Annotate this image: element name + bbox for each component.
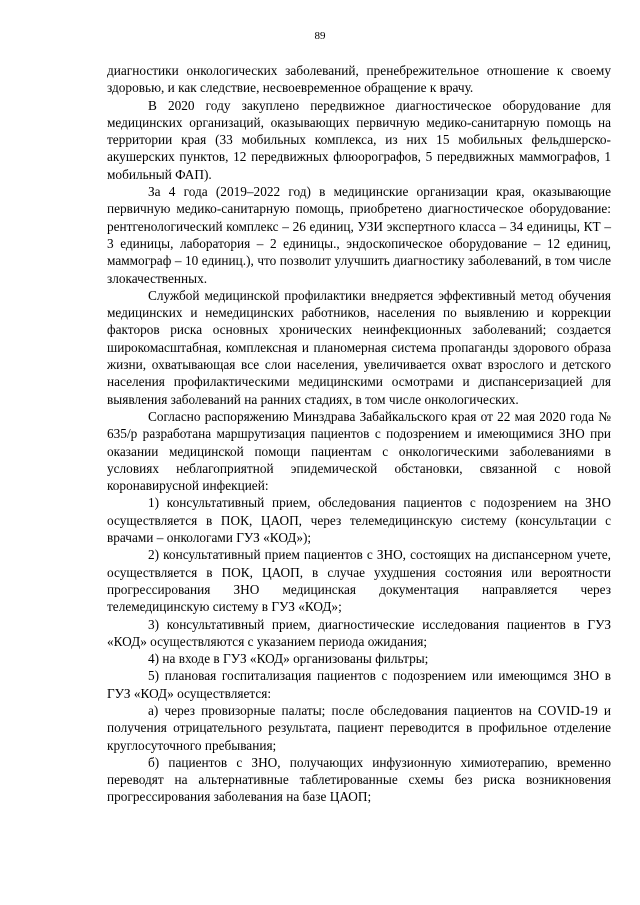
list-item-5: 5) плановая госпитализация пациентов с подозрением или имеющимся ЗНО в ГУЗ «КОД» осуществляется: bbox=[107, 668, 611, 701]
list-subitem-a: а) через провизорные палаты; после обследования пациентов на COVID-19 и получения отрицательного результата, пациент переводится в профильное отделение круглосуточного пребывания; bbox=[107, 702, 611, 753]
list-item-2: 2) консультативный прием пациентов с ЗНО, состоящих на диспансерном учете, осуществляется в ПОК, ЦАОП, в случае ухудшения состояния или вероятности прогрессирования ЗНО медицинская документация направляется через телемедицинскую систему в ГУЗ «КОД»; bbox=[107, 547, 611, 615]
document-body bbox=[107, 62, 611, 806]
paragraph-diagnostic-equipment: За 4 года (2019–2022 год) в медицинские организации края, оказывающие первичную медико-санитарную помощь, приобретено диагностическое оборудование: рентгенологический комплекс – 26 единиц, УЗИ экспертного класса – 34 единицы, КТ – 3 единицы, лаборатория – 2 единицы., эндоскопическое оборудование – 12 единиц, маммограф – 10 единиц.), что позволит улучшить диагностику заболеваний, в том числе злокачественных. bbox=[107, 184, 611, 286]
paragraph-routing-order: Согласно распоряжению Минздрава Забайкальского края от 22 мая 2020 года № 635/р разработана маршрутизация пациентов с подозрением и имеющимися ЗНО при оказании медицинской помощи пациентам с онкологическими заболеваниями в условиях неблагоприятной эпидемической обстановки, связанной с новой коронавирусной инфекцией: bbox=[107, 408, 611, 494]
paragraph-continuation: диагностики онкологических заболеваний, пренебрежительное отношение к своему здоровью, и как следствие, несвоевременное обращение к врачу. bbox=[107, 63, 611, 96]
list-item-1: 1) консультативный прием, обследования пациентов с подозрением на ЗНО осуществляется в ПОК, ЦАОП, через телемедицинскую систему (консультации с врачами – онкологами ГУЗ «КОД»); bbox=[107, 495, 611, 546]
list-item-4: 4) на входе в ГУЗ «КОД» организованы фильтры; bbox=[148, 651, 429, 667]
list-item-3: 3) консультативный прием, диагностические исследования пациентов в ГУЗ «КОД» осуществляются с указанием периода ожидания; bbox=[107, 616, 611, 649]
page-number: 89 bbox=[314, 30, 326, 42]
paragraph-prevention-service: Службой медицинской профилактики внедряется эффективный метод обучения медицинских и немедицинских работников, населения по выявлению и коррекции факторов риска основных хронических неинфекционных заболеваний; создается широкомасштабная, комплексная и планомерная система пропаганды здорового образа жизни, охватывающая все слои населения, увеличивается охват взрослого и детского населения профилактическими медицинскими осмотрами и диспансеризацией для выявления заболеваний на ранних стадиях, в том числе онкологических. bbox=[107, 287, 611, 407]
list-subitem-b: б) пациентов с ЗНО, получающих инфузионную химиотерапию, временно переводят на альтернативные таблетированные схемы без риска возникновения прогрессирования заболевания на базе ЦАОП; bbox=[107, 754, 611, 805]
paragraph-mobile-equipment: В 2020 году закуплено передвижное диагностическое оборудование для медицинских организаций, оказывающих первичную медико-санитарную помощь на территории края (33 мобильных комплекса, из них 15 мобильных фельдшерско-акушерских пунктов, 12 передвижных флюорографов, 5 передвижных маммографов, 1 мобильный ФАП). bbox=[107, 97, 611, 182]
